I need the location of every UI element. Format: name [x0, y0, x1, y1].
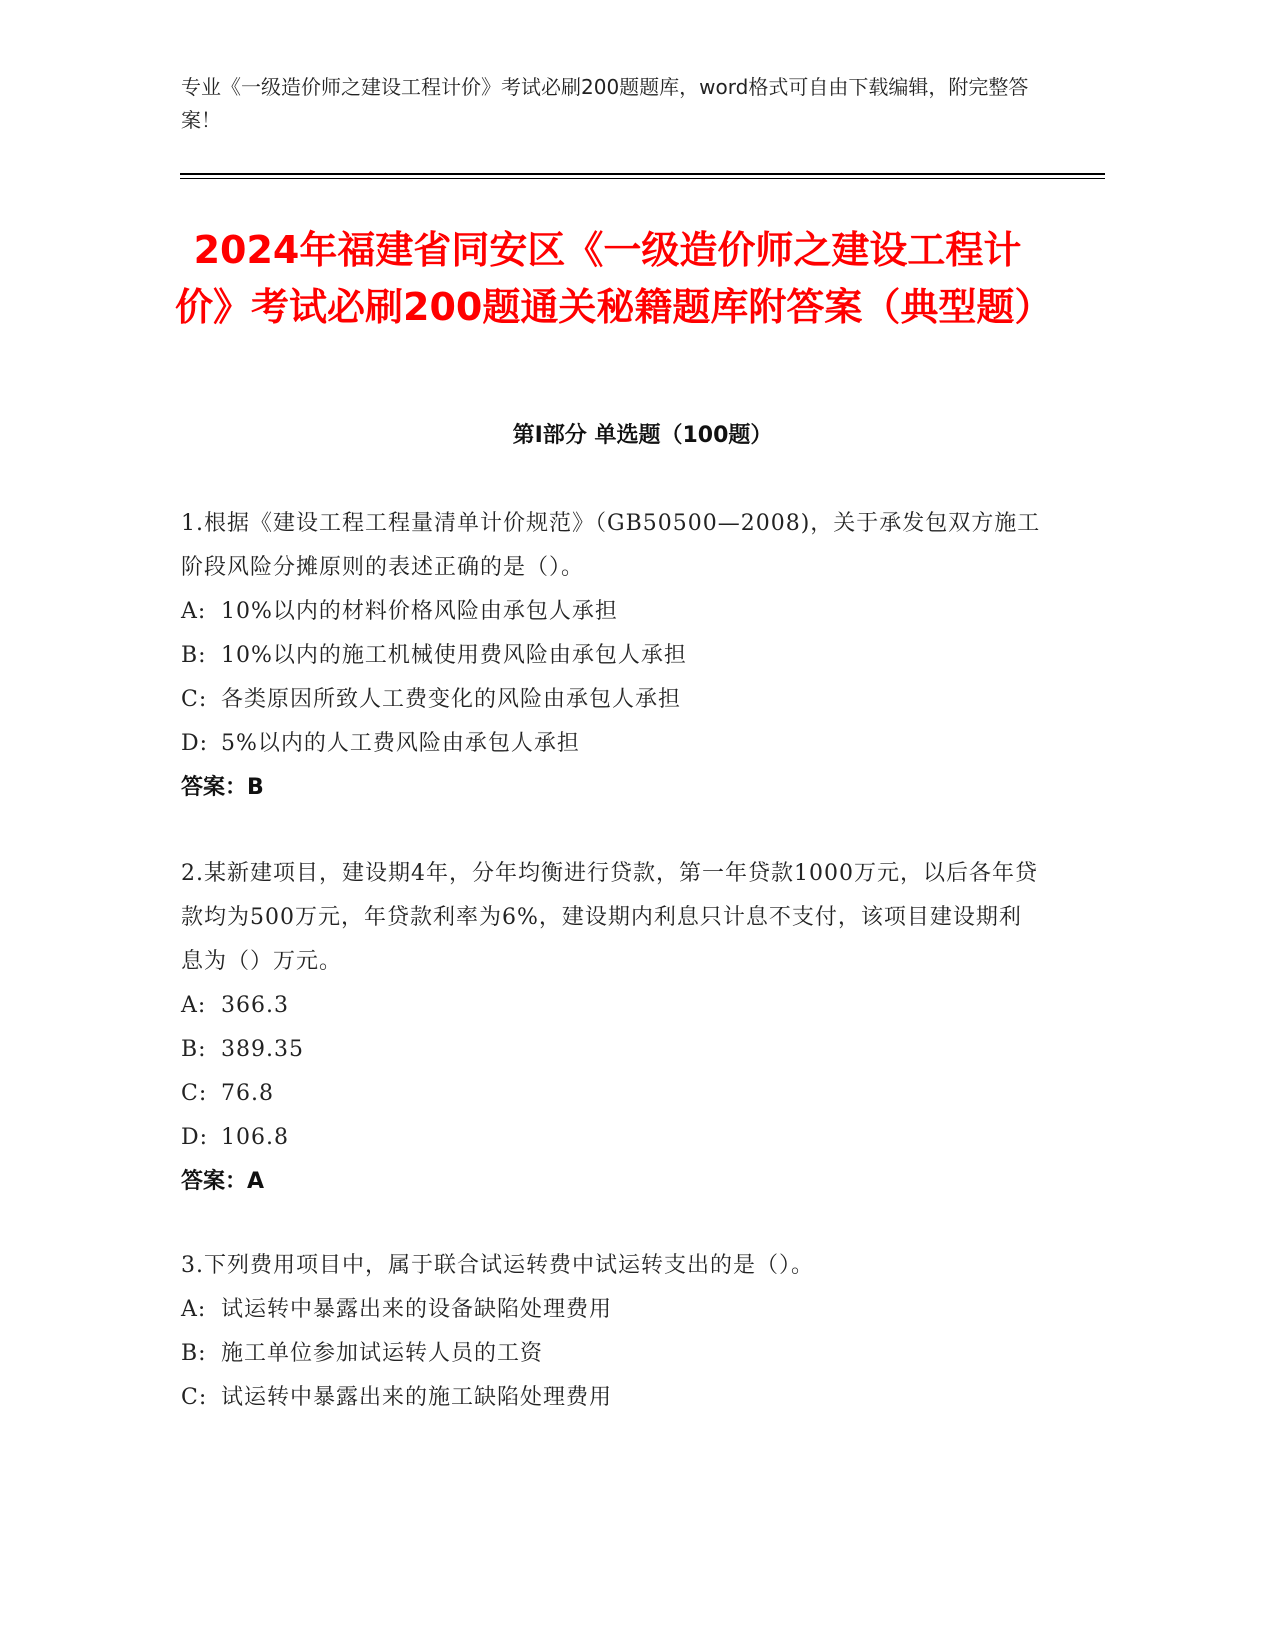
document-title: 2024年福建省同安区《一级造价师之建设工程计价》考试必刷200题通关秘籍题库附答案（典型题） [175, 228, 1053, 329]
option-a [181, 984, 1041, 1028]
option-key: C: [181, 1385, 208, 1410]
header-divider-thick [180, 173, 1105, 175]
question-3 [181, 1244, 1041, 1420]
option-text: 试运转中暴露出来的施工缺陷处理费用 [221, 1385, 613, 1410]
option-key: B: [181, 643, 207, 668]
option-key: A: [181, 993, 207, 1018]
option-key: D: [181, 1125, 209, 1150]
answer-label: 答案：A [181, 1169, 265, 1194]
option-d [181, 722, 1041, 766]
answer-label: 答案：B [181, 775, 264, 800]
option-c [181, 1376, 1041, 1420]
option-b [181, 1332, 1041, 1376]
option-key: B: [181, 1037, 207, 1062]
option-key: C: [181, 687, 208, 712]
option-text: 389.35 [221, 1037, 304, 1062]
question-1 [181, 502, 1041, 810]
option-text: 76.8 [221, 1081, 274, 1106]
question-stem: 1.根据《建设工程工程量清单计价规范》（GB50500—2008)，关于承发包双方施工阶段风险分摊原则的表述正确的是（）。 [181, 511, 1041, 580]
option-a [181, 1288, 1041, 1332]
option-c [181, 1072, 1041, 1116]
option-b [181, 1028, 1041, 1072]
header-divider-thin [180, 178, 1105, 179]
option-d [181, 1116, 1041, 1160]
option-text: 366.3 [221, 993, 289, 1018]
option-key: B: [181, 1341, 207, 1366]
option-key: A: [181, 599, 207, 624]
option-key: C: [181, 1081, 208, 1106]
option-text: 106.8 [221, 1125, 289, 1150]
question-2 [181, 852, 1041, 1204]
question-stem: 3.下列费用项目中，属于联合试运转费中试运转支出的是（）。 [181, 1253, 814, 1278]
option-a [181, 590, 1041, 634]
option-text: 10%以内的施工机械使用费风险由承包人承担 [221, 643, 687, 668]
option-b [181, 634, 1041, 678]
option-key: D: [181, 731, 209, 756]
option-text: 10%以内的材料价格风险由承包人承担 [221, 599, 618, 624]
option-c [181, 678, 1041, 722]
section-title: 第I部分 单选题（100题） [512, 423, 773, 448]
question-stem: 2.某新建项目，建设期4年，分年均衡进行贷款，第一年贷款1000万元，以后各年贷款均为500万元，年贷款利率为6%，建设期内利息只计息不支付，该项目建设期利息为（）万元。 [181, 861, 1038, 974]
option-text: 施工单位参加试运转人员的工资 [221, 1341, 544, 1366]
option-text: 试运转中暴露出来的设备缺陷处理费用 [221, 1297, 613, 1322]
header-note: 专业《一级造价师之建设工程计价》考试必刷200题题库，word格式可自由下载编辑，附完整答案！ [181, 75, 1029, 132]
option-text: 各类原因所致人工费变化的风险由承包人承担 [221, 687, 682, 712]
option-key: A: [181, 1297, 207, 1322]
option-text: 5%以内的人工费风险由承包人承担 [221, 731, 580, 756]
